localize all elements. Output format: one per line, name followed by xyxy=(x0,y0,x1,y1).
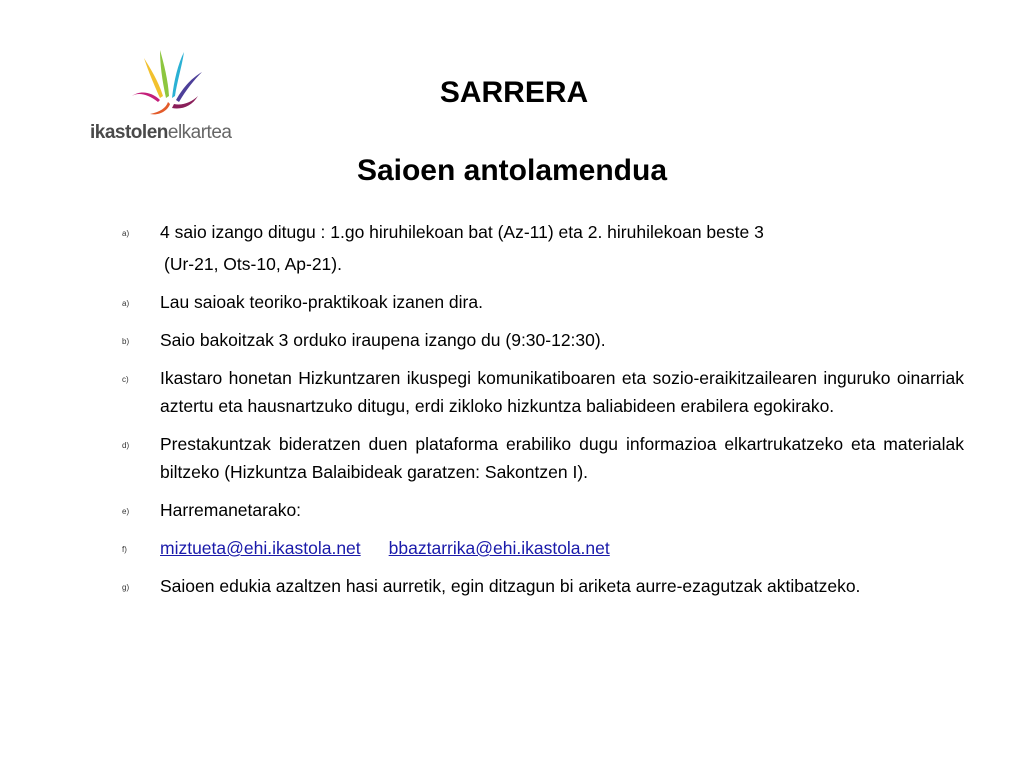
list-item-emails xyxy=(110,534,964,562)
list-item-text: Harremanetarako: xyxy=(160,500,302,520)
list-item-text: Ikastaro honetan Hizkuntzaren ikuspegi komunikatiboaren eta sozio-eraikitzailearen inguruko oinarriak aztertu eta hausnartzuko ditugu, erdi zikloko hizkuntza baliabideen erabilera egokirako. xyxy=(160,368,964,416)
list-item xyxy=(110,326,964,354)
list-item-text: Lau saioak teoriko-praktikoak izanen dira. xyxy=(160,292,483,312)
page-title-text: SARRERA xyxy=(439,76,589,109)
list-item-text: Saio bakoitzak 3 orduko iraupena izango du (9:30-12:30). xyxy=(160,330,606,350)
list-marker: d) xyxy=(122,441,130,450)
list-item-continuation xyxy=(110,250,964,278)
list-item-text: (Ur-21, Ots-10, Ap-21). xyxy=(164,254,342,274)
list-marker: e) xyxy=(122,507,130,516)
list-item-text: Prestakuntzak bideratzen duen plataforma erabiliko dugu informazioa elkartrukatzeko eta materialak biltzeko (Hizkuntza Balaibideak garatzen: Sakontzen I). xyxy=(160,434,964,482)
list-item xyxy=(110,496,964,524)
list-item-text: Saioen edukia azaltzen hasi aurretik, egin ditzagun bi ariketa aurre-ezagutzak aktibatzeko. xyxy=(160,576,861,596)
list-item xyxy=(110,364,964,420)
email-link-miztueta[interactable]: miztueta@ehi.ikastola.net xyxy=(160,538,361,558)
list-marker: f) xyxy=(122,545,127,554)
list-marker: b) xyxy=(122,337,130,346)
page-subtitle: Saioen antolamendua xyxy=(356,154,668,187)
email-link-bbaztarrika[interactable]: bbaztarrika@ehi.ikastola.net xyxy=(388,538,610,558)
logo-text-bold: ikastolen xyxy=(90,122,168,143)
list-marker: g) xyxy=(122,583,130,592)
page-title xyxy=(0,76,1024,110)
list-item-text: 4 saio izango ditugu : 1.go hiruhilekoan bat (Az-11) eta 2. hiruhilekoan beste 3 xyxy=(160,222,764,242)
list-marker: a) xyxy=(122,229,130,238)
content-list xyxy=(110,218,964,610)
logo-text xyxy=(90,122,250,144)
list-item xyxy=(110,430,964,486)
logo-text-regular: elkartea xyxy=(167,122,232,143)
list-item xyxy=(110,218,964,246)
list-item xyxy=(110,572,964,600)
list-marker: a) xyxy=(122,299,130,308)
list-item xyxy=(110,288,964,316)
list-marker: c) xyxy=(122,375,129,384)
